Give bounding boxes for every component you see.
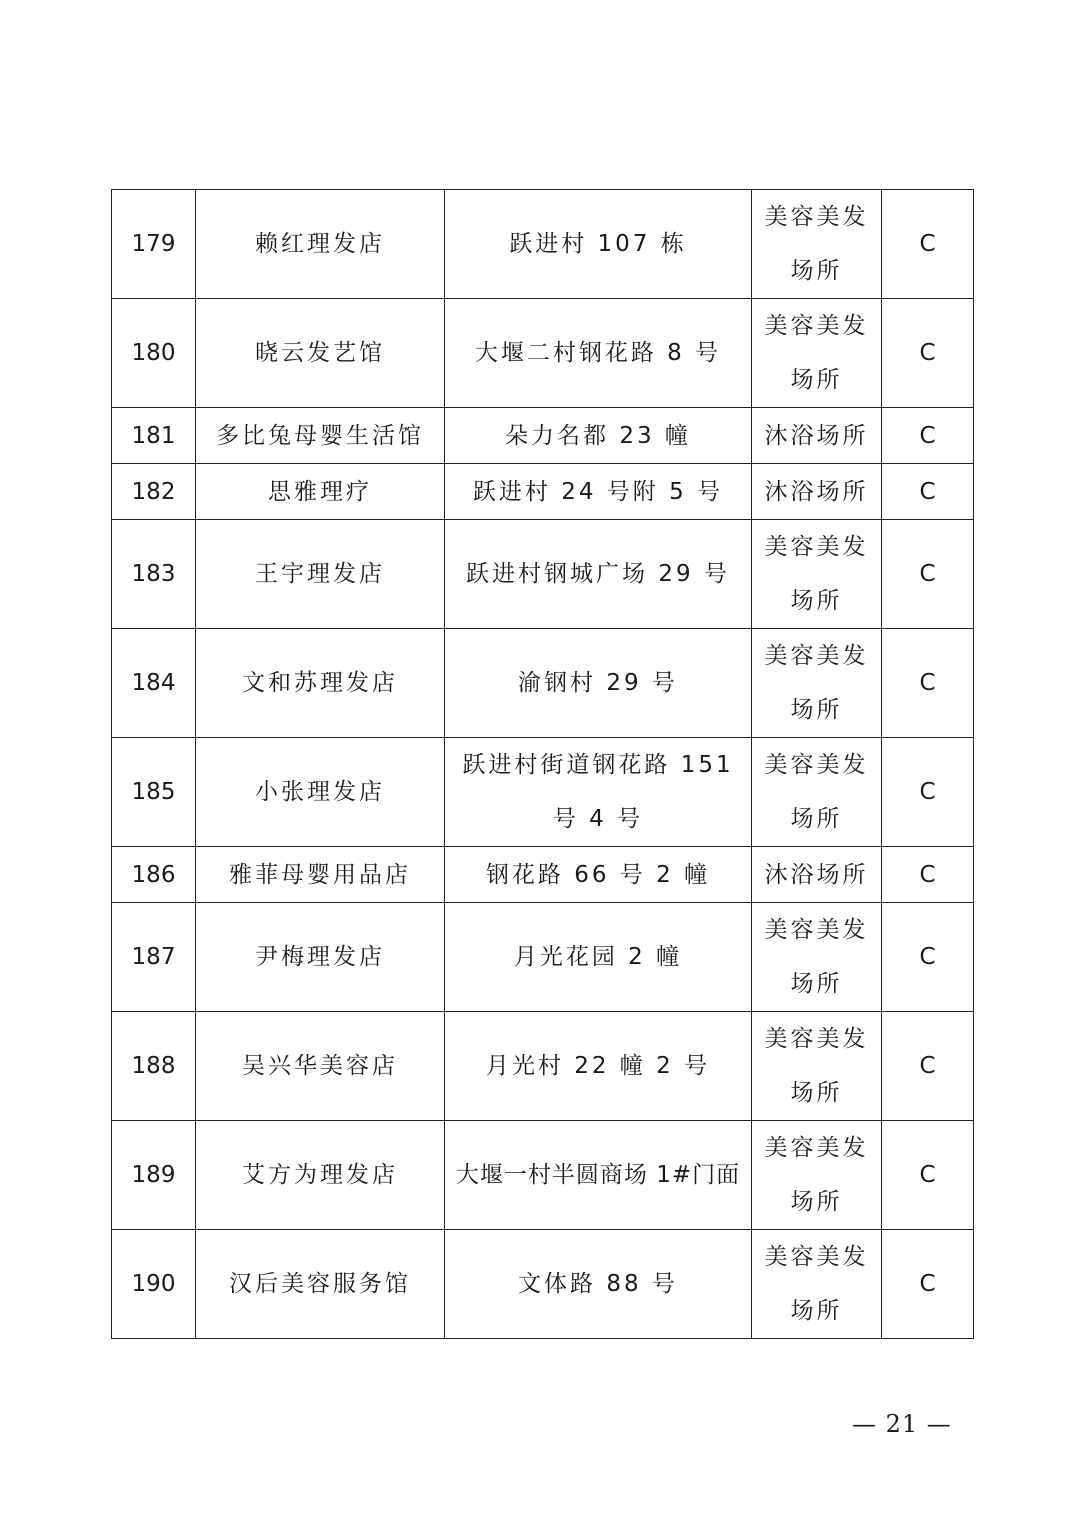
business-address: 朵力名都 23 幢 [445, 408, 752, 464]
business-address: 跃进村 24 号附 5 号 [445, 464, 752, 520]
business-address: 大堰一村半圆商场 1#门面 [445, 1121, 752, 1230]
business-name: 尹梅理发店 [196, 903, 445, 1012]
business-grade: C [882, 847, 974, 903]
business-category: 沐浴场所 [752, 464, 882, 520]
table-row [112, 299, 974, 408]
business-name: 雅菲母婴用品店 [196, 847, 445, 903]
business-category: 美容美发场所 [752, 299, 882, 408]
establishment-table [111, 189, 974, 1339]
business-address: 跃进村钢城广场 29 号 [445, 520, 752, 629]
business-address: 大堰二村钢花路 8 号 [445, 299, 752, 408]
business-name: 艾方为理发店 [196, 1121, 445, 1230]
business-name: 多比兔母婴生活馆 [196, 408, 445, 464]
business-grade: C [882, 629, 974, 738]
business-grade: C [882, 520, 974, 629]
business-address: 跃进村 107 栋 [445, 190, 752, 299]
business-name: 王宇理发店 [196, 520, 445, 629]
business-address: 跃进村街道钢花路 151 号 4 号 [445, 738, 752, 847]
business-name: 文和苏理发店 [196, 629, 445, 738]
business-category: 美容美发场所 [752, 1121, 882, 1230]
business-category: 美容美发场所 [752, 1230, 882, 1339]
business-grade: C [882, 190, 974, 299]
business-address: 月光花园 2 幢 [445, 903, 752, 1012]
table-row [112, 1230, 974, 1339]
business-category: 美容美发场所 [752, 520, 882, 629]
page-number: — 21 — [852, 1410, 952, 1438]
business-category: 美容美发场所 [752, 1012, 882, 1121]
business-category: 美容美发场所 [752, 738, 882, 847]
table-row [112, 738, 974, 847]
business-grade: C [882, 1012, 974, 1121]
row-number: 183 [112, 520, 196, 629]
row-number: 186 [112, 847, 196, 903]
business-name: 吴兴华美容店 [196, 1012, 445, 1121]
business-name: 赖红理发店 [196, 190, 445, 299]
row-number: 182 [112, 464, 196, 520]
table-row [112, 1012, 974, 1121]
business-name: 小张理发店 [196, 738, 445, 847]
business-address: 钢花路 66 号 2 幢 [445, 847, 752, 903]
table-row [112, 903, 974, 1012]
business-category: 沐浴场所 [752, 847, 882, 903]
business-name: 晓云发艺馆 [196, 299, 445, 408]
business-name: 汉后美容服务馆 [196, 1230, 445, 1339]
row-number: 184 [112, 629, 196, 738]
row-number: 181 [112, 408, 196, 464]
business-grade: C [882, 1230, 974, 1339]
business-category: 沐浴场所 [752, 408, 882, 464]
business-grade: C [882, 1121, 974, 1230]
row-number: 180 [112, 299, 196, 408]
table-row [112, 847, 974, 903]
table-row [112, 1121, 974, 1230]
table-row [112, 520, 974, 629]
row-number: 179 [112, 190, 196, 299]
business-grade: C [882, 738, 974, 847]
business-grade: C [882, 464, 974, 520]
business-grade: C [882, 903, 974, 1012]
business-category: 美容美发场所 [752, 190, 882, 299]
table-row [112, 629, 974, 738]
row-number: 189 [112, 1121, 196, 1230]
table-row [112, 408, 974, 464]
business-grade: C [882, 408, 974, 464]
table-row [112, 190, 974, 299]
row-number: 185 [112, 738, 196, 847]
table-row [112, 464, 974, 520]
business-address: 文体路 88 号 [445, 1230, 752, 1339]
business-category: 美容美发场所 [752, 903, 882, 1012]
business-name: 思雅理疗 [196, 464, 445, 520]
row-number: 187 [112, 903, 196, 1012]
business-grade: C [882, 299, 974, 408]
row-number: 190 [112, 1230, 196, 1339]
row-number: 188 [112, 1012, 196, 1121]
business-address: 月光村 22 幢 2 号 [445, 1012, 752, 1121]
business-address: 渝钢村 29 号 [445, 629, 752, 738]
business-category: 美容美发场所 [752, 629, 882, 738]
